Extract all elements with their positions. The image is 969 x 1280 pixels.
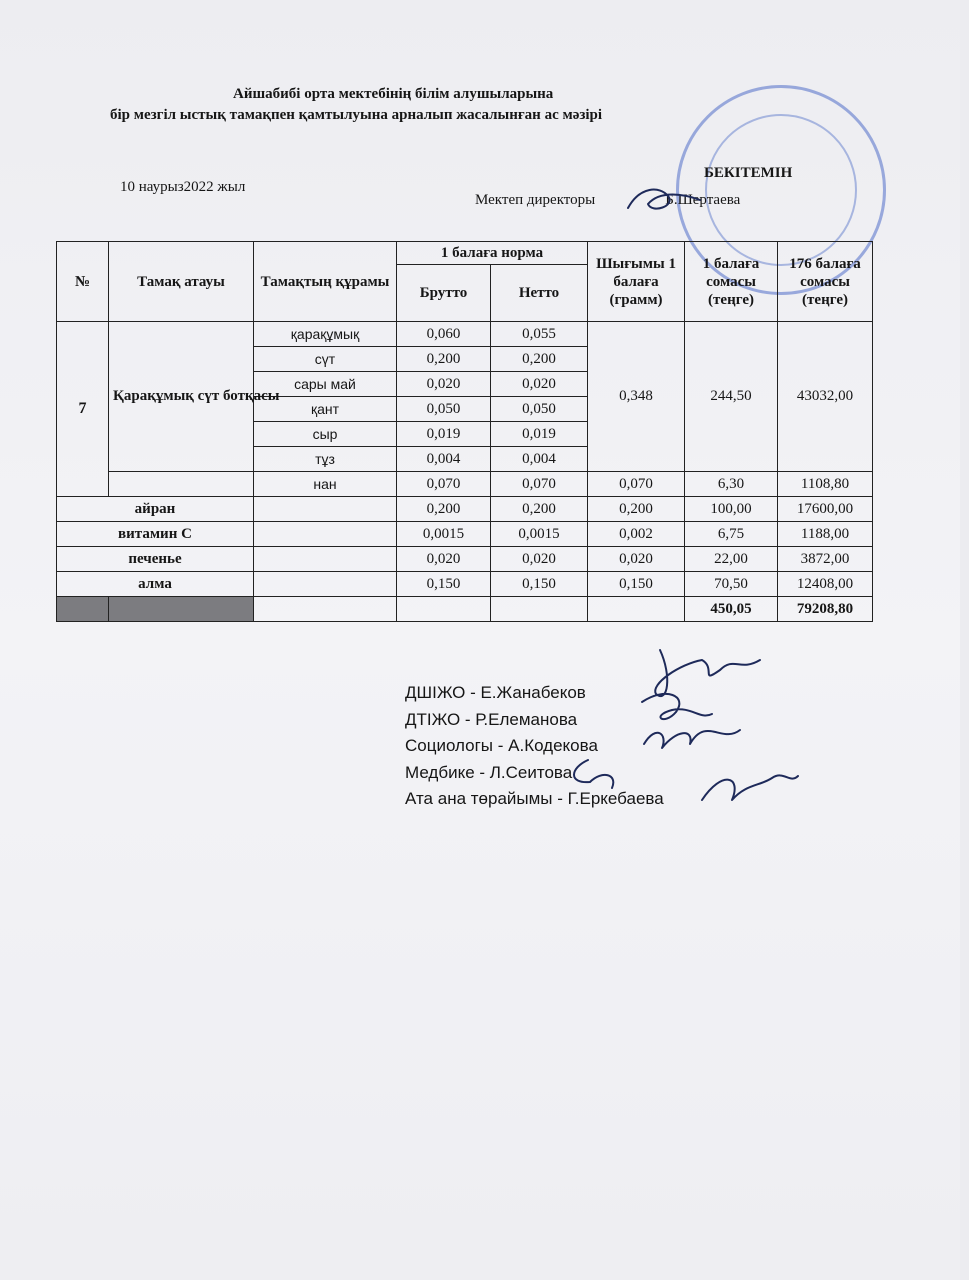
table-row	[57, 472, 969, 497]
item-name: алма	[57, 572, 254, 597]
item-brutto: 0,0015	[397, 522, 491, 547]
header-consumption: Шығымы 1 балаға (грамм)	[588, 242, 685, 322]
ingredient-netto: 0,004	[491, 447, 588, 472]
header-netto: Нетто	[491, 265, 588, 322]
table-row	[57, 572, 969, 597]
ingredient-netto: 0,070	[491, 472, 588, 497]
table-row	[57, 497, 969, 522]
ingredient-brutto: 0,070	[397, 472, 491, 497]
empty-cell	[254, 547, 397, 572]
table-row	[57, 522, 969, 547]
item-brutto: 0,020	[397, 547, 491, 572]
ingredient-netto: 0,055	[491, 322, 588, 347]
empty-cell	[397, 597, 491, 622]
item-name: витамин С	[57, 522, 254, 547]
committee-member: ДТІЖО - Р.Елеманова	[405, 709, 578, 729]
menu-number: 7	[57, 322, 109, 497]
header-no: №	[57, 242, 109, 322]
title-line-1: Айшабибі орта мектебінің білім алушыларына	[233, 86, 554, 102]
signature-5	[702, 775, 798, 800]
empty-cell	[491, 597, 588, 622]
table-row	[57, 322, 969, 347]
menu-table	[56, 241, 969, 622]
empty-cell	[57, 597, 109, 622]
total-cost-one: 450,05	[685, 597, 778, 622]
ingredient-brutto: 0,200	[397, 347, 491, 372]
ingredient-netto: 0,019	[491, 422, 588, 447]
ingredient-netto: 0,200	[491, 347, 588, 372]
item-cost-one: 6,75	[685, 522, 778, 547]
item-consumption: 0,020	[588, 547, 685, 572]
director-name: Б.Шертаева	[665, 192, 741, 208]
committee-list	[405, 680, 664, 813]
committee-member: Ата ана төрайымы - Г.Еркебаева	[405, 789, 664, 808]
item-brutto: 0,150	[397, 572, 491, 597]
main-dish-cost-one: 244,50	[685, 322, 778, 472]
ingredient-brutto: 0,019	[397, 422, 491, 447]
main-dish-name: Қарақұмық сүт ботқасы	[109, 322, 254, 472]
director-label: Мектеп директоры	[475, 192, 596, 208]
item-cost-all: 17600,00	[778, 497, 873, 522]
ingredient-brutto: 0,004	[397, 447, 491, 472]
header-cost-all: 176 балаға сомасы (теңге)	[778, 242, 873, 322]
empty-cell	[109, 472, 254, 497]
empty-cell	[254, 497, 397, 522]
ingredient-name: сары май	[254, 372, 397, 397]
total-cost-all: 79208,80	[778, 597, 873, 622]
item-netto: 0,0015	[491, 522, 588, 547]
empty-cell	[109, 597, 254, 622]
empty-cell	[254, 522, 397, 547]
committee-member: ДШІЖО - Е.Жанабеков	[405, 683, 586, 702]
ingredient-name: нан	[254, 472, 397, 497]
item-cost-all: 1108,80	[778, 472, 873, 497]
ingredient-brutto: 0,060	[397, 322, 491, 347]
item-name: айран	[57, 497, 254, 522]
title-line-2: бір мезгіл ыстық тамақпен қамтылуына арналып жасалынған ас мәзірі	[110, 107, 603, 123]
item-cost-one: 70,50	[685, 572, 778, 597]
item-cost-one: 22,00	[685, 547, 778, 572]
ingredient-name: сыр	[254, 422, 397, 447]
document-date: 10 наурыз2022 жыл	[120, 179, 246, 195]
signature-1	[655, 650, 760, 696]
empty-cell	[588, 597, 685, 622]
item-cost-all: 1188,00	[778, 522, 873, 547]
ingredient-name: қант	[254, 397, 397, 422]
header-dish: Тамақ атауы	[109, 242, 254, 322]
approval-label: БЕКІТЕМІН	[704, 165, 793, 181]
ingredient-netto: 0,050	[491, 397, 588, 422]
committee-member: Медбике - Л.Сеитова	[405, 762, 573, 782]
table-row	[57, 547, 969, 572]
item-cost-one: 6,30	[685, 472, 778, 497]
item-netto: 0,150	[491, 572, 588, 597]
total-row	[57, 597, 969, 622]
header-norm: 1 балаға норма	[397, 242, 588, 265]
ingredient-name: тұз	[254, 447, 397, 472]
item-consumption: 0,200	[588, 497, 685, 522]
item-cost-all: 12408,00	[778, 572, 873, 597]
header-cost-one: 1 балаға сомасы (теңге)	[685, 242, 778, 322]
item-cost-one: 100,00	[685, 497, 778, 522]
item-consumption: 0,070	[588, 472, 685, 497]
ingredient-brutto: 0,020	[397, 372, 491, 397]
ingredient-name: қарақұмық	[254, 322, 397, 347]
item-consumption: 0,002	[588, 522, 685, 547]
committee-member: Социологы - А.Кодекова	[405, 736, 598, 755]
ingredient-netto: 0,020	[491, 372, 588, 397]
item-name: печенье	[57, 547, 254, 572]
item-netto: 0,020	[491, 547, 588, 572]
ingredient-name: сүт	[254, 347, 397, 372]
main-dish-cost-all: 43032,00	[778, 322, 873, 472]
empty-cell	[254, 572, 397, 597]
header-row	[57, 242, 969, 265]
main-dish-consumption: 0,348	[588, 322, 685, 472]
item-consumption: 0,150	[588, 572, 685, 597]
header-brutto: Брутто	[397, 265, 491, 322]
item-brutto: 0,200	[397, 497, 491, 522]
empty-cell	[254, 597, 397, 622]
item-cost-all: 3872,00	[778, 547, 873, 572]
item-netto: 0,200	[491, 497, 588, 522]
header-composition: Тамақтың құрамы	[254, 242, 397, 322]
ingredient-brutto: 0,050	[397, 397, 491, 422]
director-line	[475, 192, 740, 209]
